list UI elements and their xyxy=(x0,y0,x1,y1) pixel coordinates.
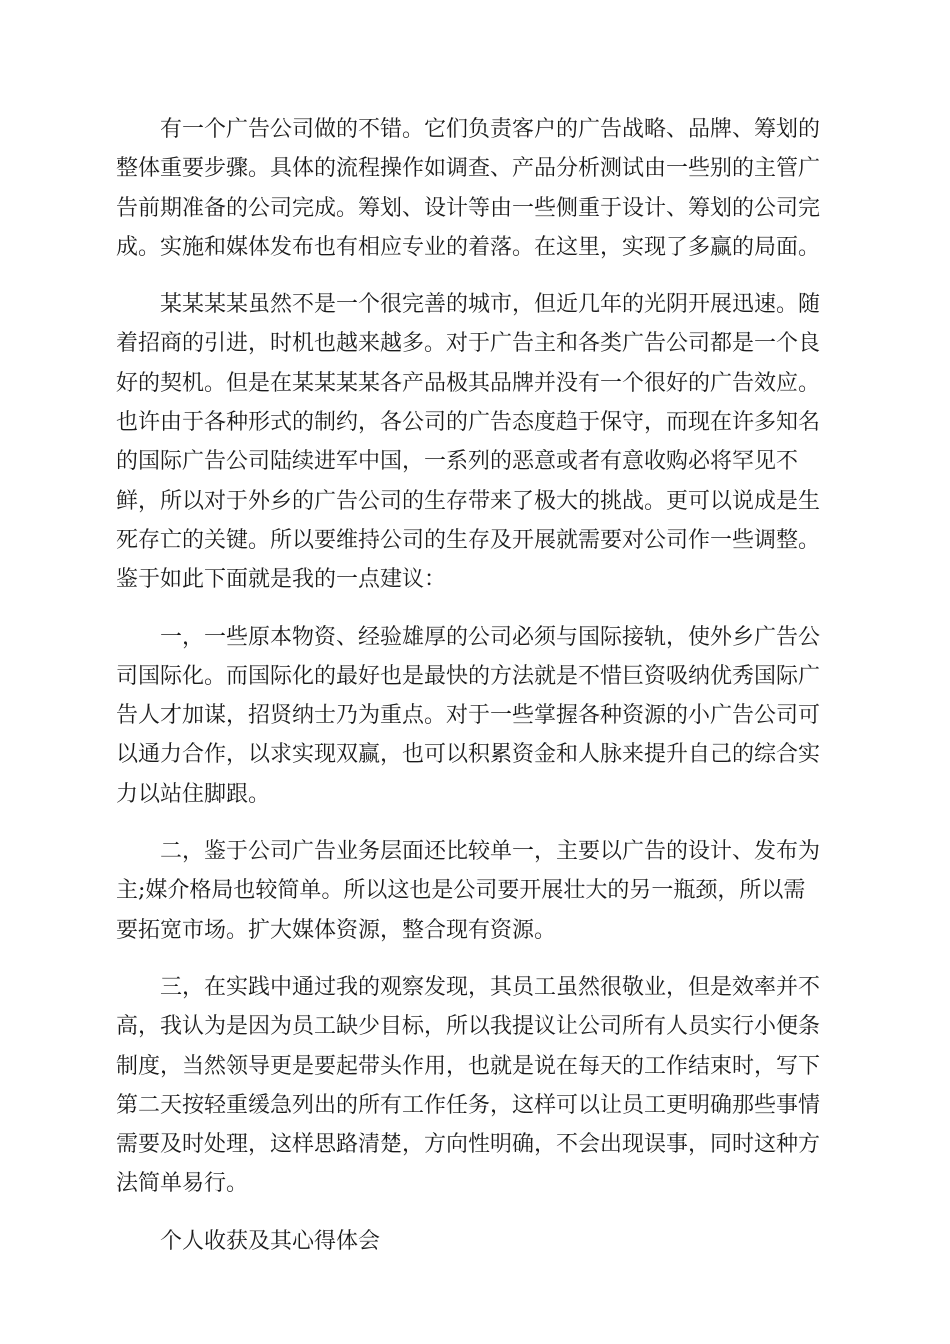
document-body xyxy=(116,110,836,1261)
paragraph-suggestion-two: 二，鉴于公司广告业务层面还比较单一，主要以广告的设计、发布为 主;媒介格局也较简单。所以这也是公司要开展壮大的另一瓶颈，所以需 要拓宽市场。扩大媒体资源，整合现有资源。 xyxy=(116,839,821,943)
section-heading: 个人收获及其心得体会 xyxy=(160,1228,381,1254)
paragraph-suggestion-three: 三，在实践中通过我的观察发现，其员工虽然很敬业，但是效率并不 高，我认为是因为员工缺少目标，所以我提议让公司所有人员实行小便条 制度，当然领导更是要起带头作用，也就是说在每天的工作结束时，写下 第二天按轻重缓急列出的所有工作任务，这样可以让员工更明确那些事情 需要及时处理，这样思路清楚，方向性明确，不会出现误事，同时这种方 法简单易行。 xyxy=(116,974,821,1197)
paragraph-suggestion-one: 一，一些原本物资、经验雄厚的公司必须与国际接轨，使外乡广告公 司国际化。而国际化的最好也是最快的方法就是不惜巨资吸纳优秀国际广 告人才加谋，招贤纳士乃为重点。对于一些掌握各种资源的小广告公司可 以通力合作，以求实现双赢，也可以积累资金和人脉来提升自己的综合实 力以站住脚跟。 xyxy=(116,624,821,807)
paragraph-city-situation: 某某某某虽然不是一个很完善的城市，但近几年的光阴开展迅速。随 着招商的引进，时机也越来越多。对于广告主和各类广告公司都是一个良 好的契机。但是在某某某某各产品极其品牌并没有一个很好的广告效应。 也许由于各种形式的制约，各公司的广告态度趋于保守，而现在许多知名 的国际广告公司陆续进军中国，一系列的恶意或者有意收购必将罕见不 鲜，所以对于外乡的广告公司的生存带来了极大的挑战。更可以说成是生 死存亡的关键。所以要维持公司的生存及开展就需要对公司作一些调整。 鉴于如此下面就是我的一点建议： xyxy=(116,292,821,593)
paragraph-multi-win: 有一个广告公司做的不错。它们负责客户的广告战略、品牌、筹划的 整体重要步骤。具体的流程操作如调查、产品分析测试由一些别的主管广 告前期准备的公司完成。筹划、设计等由一些侧重于设计、筹划的公司完 成。实施和媒体发布也有相应专业的着落。在这里，实现了多赢的局面。 xyxy=(116,117,821,260)
